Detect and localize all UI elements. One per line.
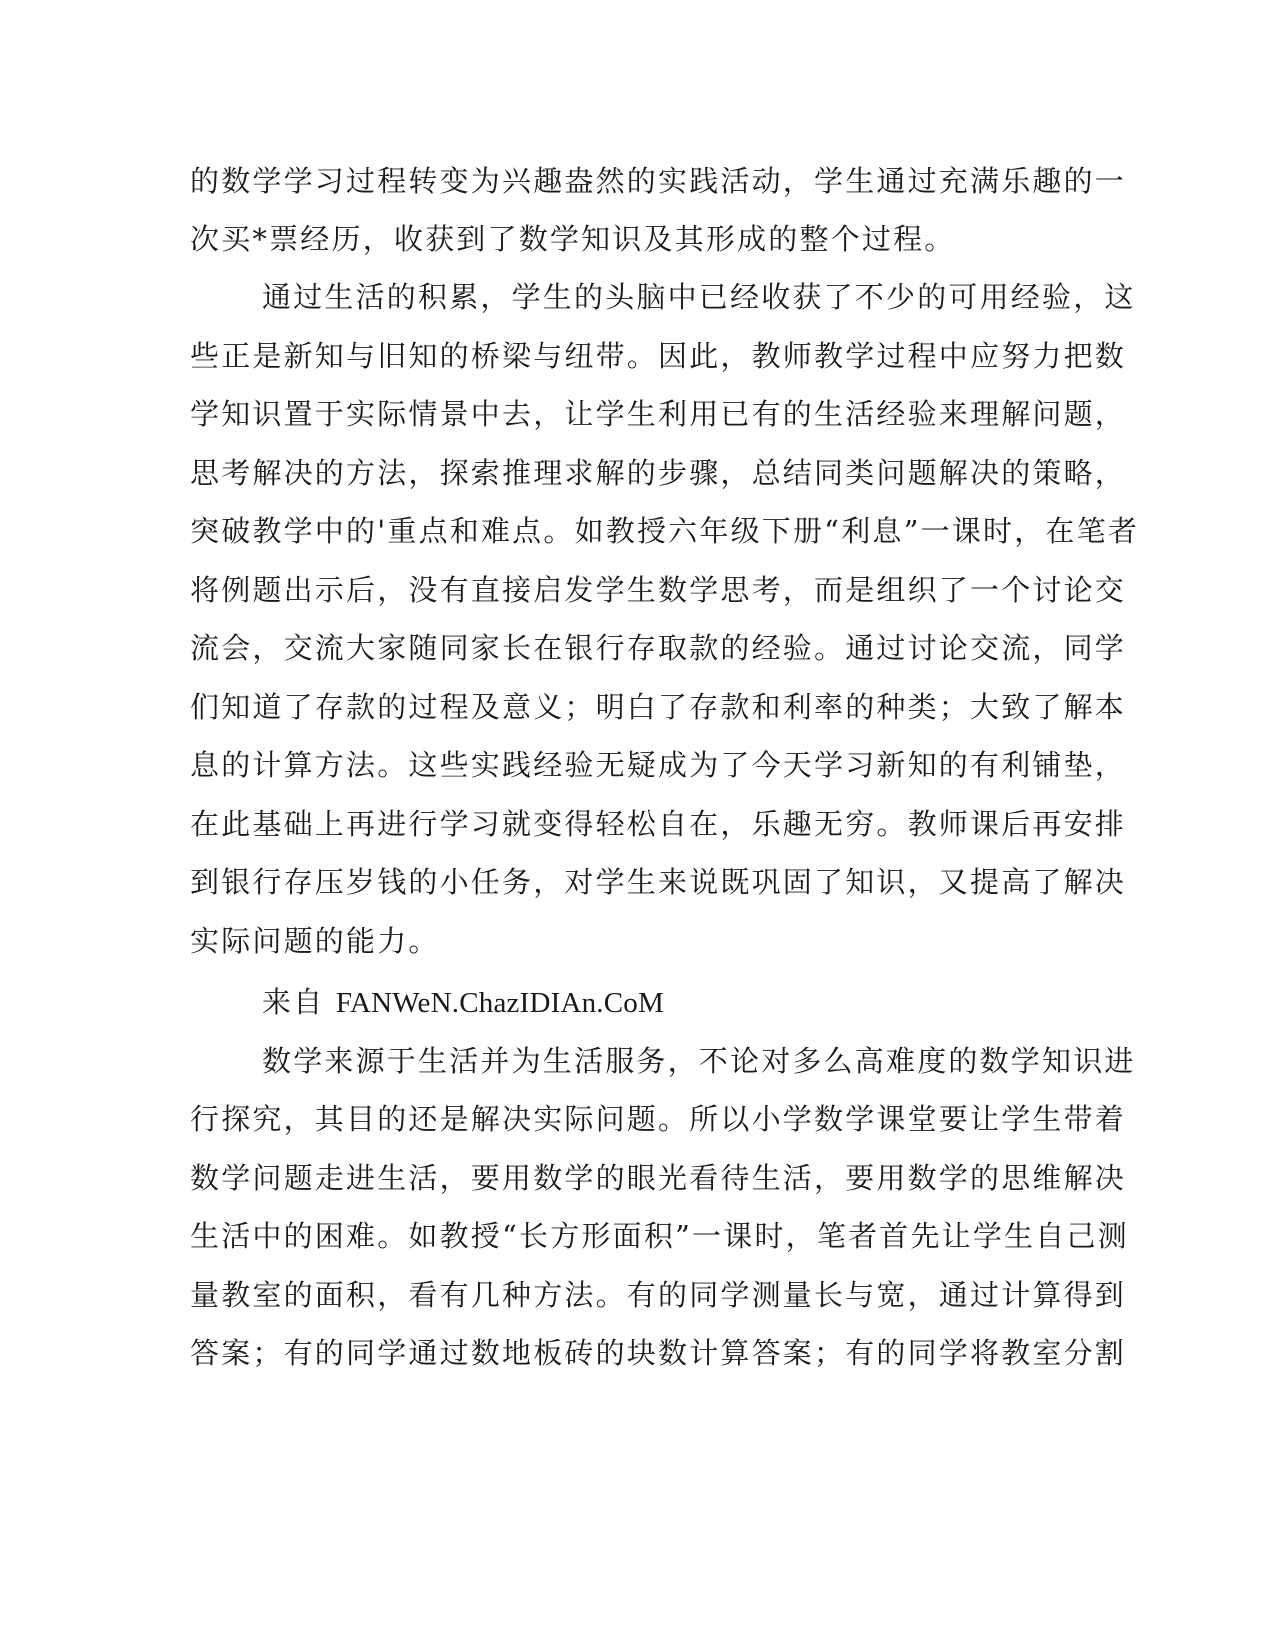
text-line: 些正是新知与旧知的桥梁与纽带。因此，教师教学过程中应努力把数 <box>190 339 1127 373</box>
text-line: 数学问题走进生活，要用数学的眼光看待生活，要用数学的思维解决 <box>190 1161 1127 1195</box>
source-url: FANWeN.ChazIDIAn.CoM <box>335 987 664 1019</box>
text-line: 思考解决的方法，探索推理求解的步骤，总结同类问题解决的策略， <box>190 456 1127 490</box>
text-line: 息的计算方法。这些实践经验无疑成为了今天学习新知的有利铺垫， <box>190 748 1127 782</box>
text-line: 行探究，其目的还是解决实际问题。所以小学数学课堂要让学生带着 <box>190 1102 1127 1136</box>
text-line: 实际问题的能力。 <box>190 924 440 958</box>
text-line: 流会，交流大家随同家长在银行存取款的经验。通过讨论交流，同学 <box>190 631 1127 665</box>
text-line: 在此基础上再进行学习就变得轻松自在，乐趣无穷。教师课后再安排 <box>190 807 1127 841</box>
text-line: 答案；有的同学通过数地板砖的块数计算答案；有的同学将教室分割 <box>190 1336 1127 1370</box>
text-line: 次买*票经历，收获到了数学知识及其形成的整个过程。 <box>190 222 956 256</box>
source-line <box>262 982 1142 1022</box>
text-line: 生活中的困难。如教授“长方形面积”一课时，笔者首先让学生自己测 <box>190 1219 1129 1253</box>
text-line: 们知道了存款的过程及意义；明白了存款和利率的种类；大致了解本 <box>190 690 1127 724</box>
text-line: 突破教学中的'重点和难点。如教授六年级下册“利息”一课时，在笔者 <box>190 514 1140 548</box>
text-line: 到银行存压岁钱的小任务，对学生来说既巩固了知识，又提高了解决 <box>190 865 1127 899</box>
source-prefix: 来自 <box>262 985 336 1019</box>
paragraph-start-line: 通过生活的积累，学生的头脑中已经收获了不少的可用经验，这 <box>262 280 1136 314</box>
text-line: 学知识置于实际情景中去，让学生利用已有的生活经验来理解问题， <box>190 397 1127 431</box>
paragraph-start-line: 数学来源于生活并为生活服务，不论对多么高难度的数学知识进 <box>262 1044 1136 1078</box>
text-line: 的数学学习过程转变为兴趣盎然的实践活动，学生通过充满乐趣的一 <box>190 164 1127 198</box>
text-line: 将例题出示后，没有直接启发学生数学思考，而是组织了一个讨论交 <box>190 573 1127 607</box>
text-line: 量教室的面积，看有几种方法。有的同学测量长与宽，通过计算得到 <box>190 1278 1127 1312</box>
